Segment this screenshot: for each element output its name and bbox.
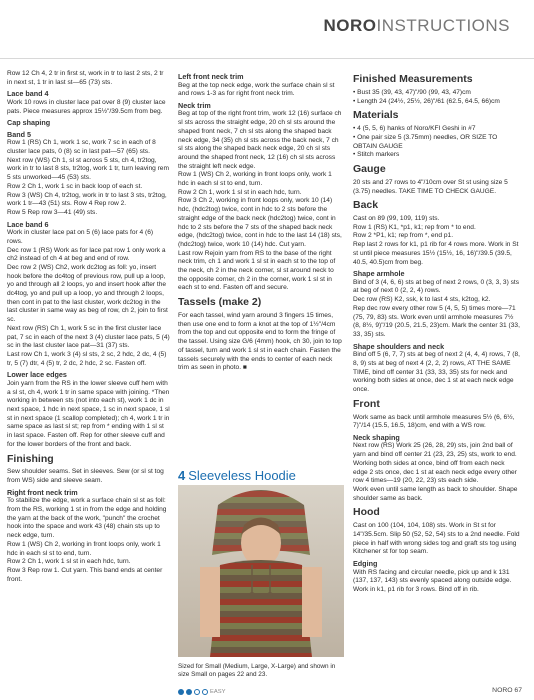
instruction-paragraph: Row 5 Rep row 3—41 (49) sts. (7, 208, 98, 216)
section-heading: Neck trim (178, 100, 211, 110)
hoodie-photo-illustration (178, 485, 344, 657)
pattern-title (178, 468, 348, 483)
skill-dot-empty-icon (202, 689, 208, 695)
instruction-paragraph: Bind off 5 (6, 7, 7) sts at beg of next 2 (4, 4, 4) rows, 7 (8, 8, 9) sts at beg of next 4 (2, 2, 2) rows, AT THE SAME TIME, bind off center 31 (33, 33, 35) sts for neck and working both sides at once, dec 1 st at each neck edge once. (353, 351, 521, 394)
column-middle (178, 70, 343, 373)
section-heading: Cap shaping (7, 118, 51, 128)
brand-light: INSTRUCTIONS (376, 16, 510, 35)
instruction-paragraph: Next row (WS) Ch 1, sl st across 5 sts, ch 4, tr2tog, work in tr to last 8 sts, tr2tog, work 1 tr, turn leaving rem 5 sts unworked—45 (53) sts. (7, 156, 169, 182)
instruction-paragraph: Work in cluster lace pat on 5 (6) lace pats for 4 (6) rows. (7, 229, 154, 245)
section-heading: Edging (353, 559, 378, 569)
hoodie-photo (178, 485, 344, 657)
skill-label: EASY (210, 689, 226, 695)
instruction-paragraph: Cast on 100 (104, 104, 108) sts. Work in St st for 14"/35.5cm. Slip 50 (52, 52, 54) sts to a 2nd needle. Fold piece in half with wrong sides tog and graft sts tog using Kitchener st for top seam. (353, 522, 520, 556)
instruction-paragraph: Beg at top of the right front trim, work 12 (16) surface ch sl sts across the straight edge, 20 ch sl sts around the shaped front neck, 7 ch sl sts along the shaped back neck edge, 34 (35) ch sl sts across the back neck, 7 ch sl sts along the shaped back neck edge, 20 ch sl sts around the shaped front neck, 12 (16) ch sl sts across the straight left neck edge. (178, 110, 342, 170)
instruction-paragraph: Rep dec row every other row 5 (4, 5, 5) times more—71 (75, 79, 83) sts. Work even until armhole measures 7½ (8, 8½, 9)"/19 (20.5, 21.5, 23)cm. Mark the center 31 (33, 33, 35) sts. (353, 304, 520, 338)
instruction-paragraph: Dec row (RS) K2, ssk, k to last 4 sts, k2tog, k2. (353, 296, 491, 304)
page-header (0, 0, 534, 59)
instruction-paragraph: Row 3 (WS) Ch 4, tr2tog, work in tr to last 3 sts, tr2tog, work 1 tr—43 (51) sts. Row 4 Rep row 2. (7, 191, 167, 208)
section-heading: Finishing (7, 452, 54, 465)
instruction-paragraph: Join yarn from the RS in the lower sleeve cuff hem with a sl st, ch 4, work 1 tr in same space with joining. *Then working in between sts (not into each st), work 1 dc in next space, 1 hdc in next space, 1 sc in next space, 1 sl st in next space (1 scallop completed); ch 4, work 1 tr in same space as last sl st; rep from * ending with 1 sl st in last space. Fasten off. Rep for other sleeve cuff and for the lower borders of the front and back. (7, 379, 170, 448)
instruction-paragraph: Row 1 (RS) Ch 1, work 1 sc, work 7 sc in each of 8 cluster lace pats, 0 (8) sc in last pat—57 (65) sts. (7, 139, 156, 156)
instruction-paragraph: Beg at the top neck edge, work the surface chain sl st and rows 1-3 as for right front neck trim. (178, 81, 335, 98)
instruction-paragraph: Work same as back until armhole measures 5½ (6, 6½, 7)"/14 (15.5, 16.5, 18)cm, end with a WS row. (353, 413, 515, 430)
instruction-paragraph: Row 2 Ch 1, work 1 sl st in each hdc, turn. (178, 188, 302, 196)
section-heading: Finished Measurements (353, 73, 473, 85)
section-heading: Shape armhole (353, 269, 405, 279)
brand-title (324, 16, 511, 36)
section-heading: Hood (353, 506, 380, 519)
section-heading: Lace band 4 (7, 89, 49, 99)
brand-bold: NORO (323, 16, 377, 35)
instruction-paragraph: Row 12 Ch 4, 2 tr in first st, work in tr to last 2 sts, 2 tr in next st, 1 tr in last st—65 (73) sts. (7, 70, 164, 86)
section-heading: Back (353, 199, 379, 212)
instruction-paragraph: To stabilize the edge, work a surface chain sl st as foll: from the RS, working 1 st in from the edge and holding the yarn at the back of the work, "punch" the crochet hook into the space and work 43 (48) chain sts up to neck edge, turn. (7, 497, 167, 540)
instruction-paragraph: Row 1 (WS) Ch 2, working in front loops only, work 1 hdc in each sl st to end, turn. (178, 171, 332, 188)
instruction-paragraph: Rep last 2 rows for k1, p1 rib for 4 rows more. Work in St st until piece measures 15½ (15½, 16, 16)"/39.5 (39.5, 40.5, 40.5)cm from beg. (353, 241, 519, 266)
instruction-paragraph: Row 2 Ch 1, work 1 sc in back loop of each st. (7, 182, 143, 190)
instruction-paragraph: Last row Ch 1, work 3 (4) sl sts, 2 sc, 2 hdc, 2 dc, 4 (5) tr, 5 (7) dtr, 4 (5) tr, 2 dc, 2 hdc, 2 sc. Fasten off. (7, 350, 167, 367)
instruction-paragraph: Cast on 89 (99, 109, 119) sts. (353, 215, 440, 223)
section-heading: Lace band 6 (7, 219, 49, 229)
instruction-paragraph: • 4 (5, 5, 6) hanks of Noro/KFI Geshi in #7 (353, 125, 476, 133)
instruction-paragraph: 20 sts and 27 rows to 4"/10cm over St st using size 5 (3.75) needles. TAKE TIME TO CHECK GAUGE. (353, 178, 508, 195)
pattern-name: Sleeveless Hoodie (188, 468, 296, 483)
instruction-paragraph: • Stitch markers (353, 151, 400, 159)
instruction-paragraph: Work 10 rows in cluster lace pat over 8 (9) cluster lace pats. Piece measures approx 15½"/39.5cm from beg. (7, 98, 166, 115)
page-footer: NORO 67 (492, 687, 522, 694)
instruction-paragraph: Work even until same length as back to shoulder. Shape shoulder same as back. (353, 486, 518, 502)
instruction-paragraph: Row 3 Rep row 1. Cut yarn. This band ends at center front. (7, 566, 163, 583)
section-heading: Lower lace edges (7, 370, 67, 380)
instruction-paragraph: Next row (RS) Work 25 (26, 28, 29) sts, join 2nd ball of yarn and bind off center 21 (23, 23, 25) sts, work to end. Working both sides at once, bind off from each neck edge 2 sts once, dec 1 st at each neck edge every other row 4 times—19 (20, 22, 23) sts each side. (353, 442, 517, 485)
section-heading: Left front neck trim (178, 72, 244, 81)
instruction-paragraph: • Length 24 (24½, 25½, 26)"/61 (62.5, 64.5, 66)cm (353, 97, 500, 105)
instruction-paragraph: Row 2 *P1, k1; rep from *, end p1. (353, 232, 454, 240)
section-heading: Right front neck trim (7, 487, 78, 497)
skill-dot-empty-icon (194, 689, 200, 695)
instruction-paragraph: • Bust 35 (39, 43, 47)"/90 (99, 43, 47)cm (353, 88, 471, 96)
instruction-paragraph: With RS facing and circular needle, pick up and k 131 (137, 137, 143) sts evenly spaced along outside edge. Work in k1, p1 rib for 3 rows. Bind off in rib. (353, 568, 512, 593)
instruction-paragraph: Row 3 Ch 2, working in front loops only, work 10 (14) hdc, (hdc2tog) twice, cont in hdc to 2 sts before the straight edge of the back neck (hdc2tog) twice, cont in hdc to 2 sts before the 7 sts of the shaped back neck edge, (hdc2tog) twice, cont in hdc to the last 14 (18) sts, (hdc2tog) twice, work 10 (14) hdc. Cut yarn. (178, 197, 342, 248)
instruction-paragraph: • One pair size 5 (3.75mm) needles, OR SIZE TO OBTAIN GAUGE (353, 133, 498, 150)
section-heading: Shape shoulders and neck (353, 341, 445, 351)
instruction-paragraph: Last row Rejoin yarn from RS to the base of the right neck trim, ch 1 and work 1 sl st in each st to the top of the neck, ch 2 in the neck corner, sl st around neck to the opposite corner, ch 2 in the corner, work 1 sl st in each st to end. Fasten off and secure. (178, 249, 336, 292)
skill-dot-filled-icon (186, 689, 192, 695)
section-heading: Tassels (make 2) (178, 296, 262, 309)
pattern-number: 4 (178, 468, 186, 483)
column-left (7, 70, 170, 584)
section-heading: Front (353, 397, 380, 410)
instruction-paragraph: Row 1 (WS) Ch 2, working in front loops only, work 1 hdc in each sl st to end, turn. (7, 540, 161, 557)
instruction-paragraph: Row 2 Ch 1, work 1 sl st in each hdc, turn. (7, 558, 131, 566)
column-right (353, 70, 520, 595)
skill-dot-filled-icon (178, 689, 184, 695)
skill-level (178, 689, 225, 695)
instruction-paragraph: Bind of 3 (4, 6, 6) sts at beg of next 2 rows, 0 (3, 3, 3) sts at beg of next 0 (2, 2, 4) rows. (353, 278, 520, 295)
section-heading: Band 5 (7, 129, 31, 139)
instruction-paragraph: Dec row 1 (RS) Work as for lace pat row 1 only work a ch2 instead of ch 4 at beg and end of row. (7, 246, 166, 263)
instruction-paragraph: Sew shoulder seams. Set in sleeves. Sew (or sl st tog from WS) side and sleeve seam. (7, 468, 164, 485)
instruction-paragraph: Dec row 2 (WS) Ch2, work dc2tog as foll: yo, insert hook before the dc4tog of previous row, pull up a loop, yo and through all 2 loops, yo and insert hook after the dc4tog, yo and pull up a loop, yo and through 2 loops, then cont in pat to the last cluster, work dc2tog in the last cluster in same way as beg of row, ch 2, join to first sc. (7, 263, 168, 324)
section-heading: Gauge (353, 162, 386, 175)
instruction-paragraph: Next row (RS) Ch 1, work 5 sc in the first cluster lace pat, 7 sc in each of the next 3 (4) cluster lace pats, 5 (4) sc in the last cluster lace pat—31 (37) sts. (7, 324, 170, 350)
pattern-caption: Sized for Small (Medium, Large, X-Large) and shown in size Small on pages 22 and 23. (178, 663, 336, 679)
section-heading: Neck shaping (353, 432, 400, 442)
instruction-paragraph: For each tassel, wind yarn around 3 fingers 15 times, then use one end to form a knot at the top of 1½"/4cm from the top and cut opposite end to form the fringe of the tassel. Using size G/6 (4mm) hook, ch 30, join to top of tassel, turn and work 1 sl st in each chain. Fasten the tassels securely with the ends to center of each neck trim as seen in photo. ■ (178, 312, 342, 372)
instruction-paragraph: Row 1 (RS) K1, *p1, k1; rep from * to end. (353, 223, 476, 231)
section-heading: Materials (353, 109, 399, 122)
